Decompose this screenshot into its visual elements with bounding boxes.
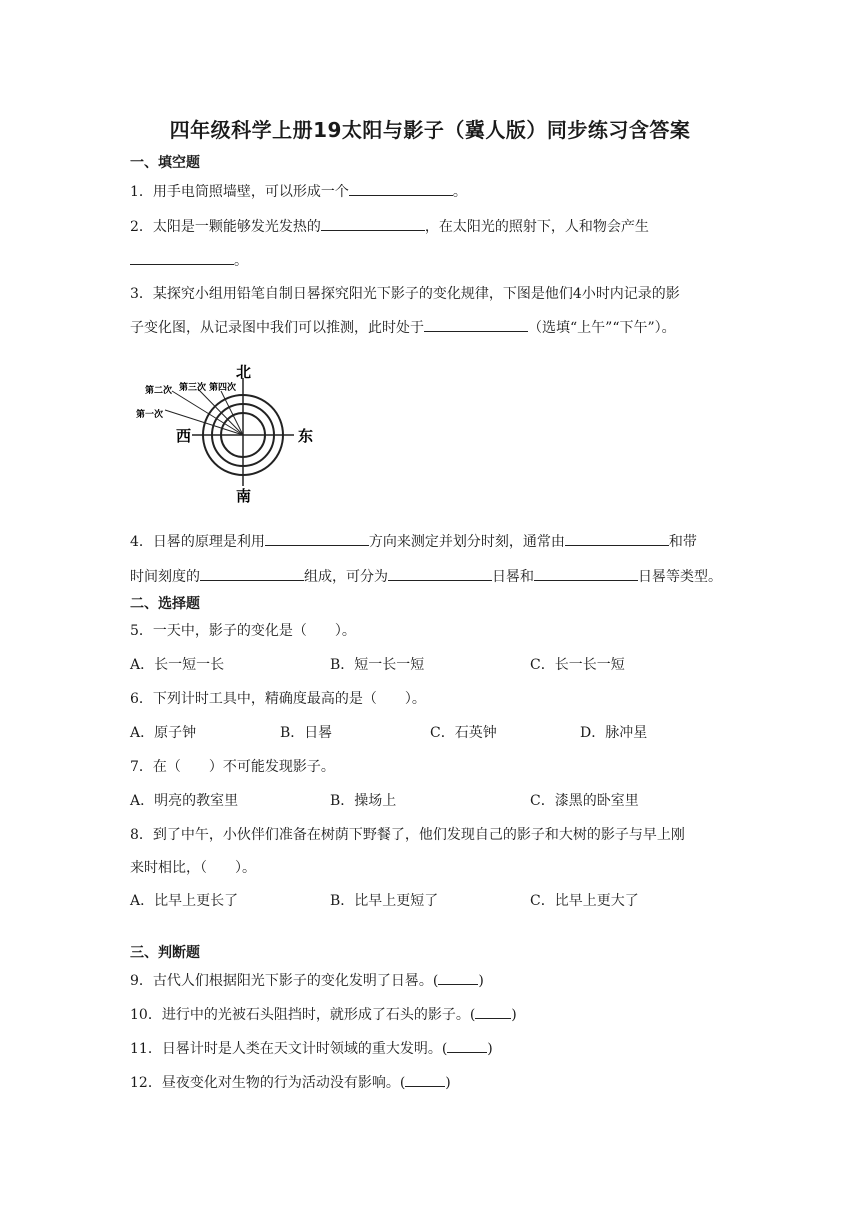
q10-text: 10．进行中的光被石头阻挡时，就形成了石头的影子。(: [130, 1007, 476, 1023]
question-6: 6．下列计时工具中，精确度最高的是（ ）。: [130, 691, 426, 707]
answer-blank[interactable]: [565, 530, 669, 546]
q11-text: 11．日晷计时是人类在天文计时领域的重大发明。(: [130, 1041, 448, 1057]
q7-option-b[interactable]: B．操场上: [330, 793, 397, 809]
q6-option-c[interactable]: C．石英钟: [430, 725, 497, 741]
q2-text: 2．太阳是一颗能够发光发热的: [130, 219, 321, 235]
question-11: [130, 1037, 493, 1058]
q5-option-c[interactable]: C．长一长一短: [530, 657, 625, 673]
north-label: 北: [236, 363, 252, 381]
q1-text: 1．用手电筒照墙壁，可以形成一个: [130, 184, 349, 200]
q2-text-end: 。: [234, 253, 248, 269]
sundial-diagram: [130, 358, 330, 508]
q6-option-d[interactable]: D．脉冲星: [580, 725, 648, 741]
q11-close: ): [487, 1041, 493, 1057]
section-heading-choice: 二、选择题: [130, 596, 200, 612]
q5-option-b[interactable]: B．短一长一短: [330, 657, 425, 673]
sundial-figure: [130, 358, 330, 508]
q8-option-c[interactable]: C．比早上更大了: [530, 893, 639, 909]
answer-blank[interactable]: [388, 565, 492, 581]
question-3: 3．某探究小组用铅笔自制日晷探究阳光下影子的变化规律，下图是他们4小时内记录的影: [130, 286, 680, 302]
q4-text-d: 时间刻度的: [130, 569, 200, 585]
answer-blank[interactable]: [265, 530, 369, 546]
answer-blank[interactable]: [475, 1003, 511, 1019]
q6-option-b[interactable]: B．日晷: [280, 725, 333, 741]
q4-text-a: 4．日晷的原理是利用: [130, 534, 265, 550]
q9-text: 9．古代人们根据阳光下影子的变化发明了日晷。(: [130, 973, 439, 989]
record-label-fourth: 第四次: [209, 383, 237, 393]
q10-close: ): [511, 1007, 517, 1023]
question-2-cont: [130, 249, 248, 270]
q1-text-end: 。: [452, 184, 467, 200]
answer-blank[interactable]: [349, 180, 453, 196]
west-label: 西: [176, 427, 192, 445]
question-4: [130, 530, 697, 551]
question-1: [130, 180, 467, 201]
q4-text-e: 组成，可分为: [304, 569, 388, 585]
q12-close: ): [445, 1075, 451, 1091]
question-10: [130, 1003, 517, 1024]
record-label-first: 第一次: [136, 410, 164, 420]
q12-text: 12．昼夜变化对生物的行为活动没有影响。(: [130, 1075, 406, 1091]
answer-blank[interactable]: [438, 969, 478, 985]
q6-option-a[interactable]: A．原子钟: [130, 725, 197, 741]
q7-option-c[interactable]: C．漆黑的卧室里: [530, 793, 639, 809]
q7-option-a[interactable]: A．明亮的教室里: [130, 793, 239, 809]
question-4-cont: [130, 565, 722, 586]
q8-option-b[interactable]: B．比早上更短了: [330, 893, 439, 909]
q3-text-end: （选填“上午”“下午”）。: [528, 320, 676, 336]
q2-text-mid: ，在太阳光的照射下，人和物会产生: [424, 219, 649, 235]
answer-blank[interactable]: [534, 565, 638, 581]
answer-blank[interactable]: [405, 1071, 445, 1087]
answer-blank[interactable]: [130, 249, 234, 265]
page-title: 四年级科学上册19太阳与影子（冀人版）同步练习含答案: [169, 118, 691, 142]
answer-blank[interactable]: [200, 565, 304, 581]
q5-option-a[interactable]: A．长一短一长: [130, 657, 225, 673]
section-heading-judge: 三、判断题: [130, 945, 200, 961]
answer-blank[interactable]: [321, 215, 425, 231]
question-2: [130, 215, 649, 236]
q8-option-a[interactable]: A．比早上更长了: [130, 893, 239, 909]
q4-text-b: 方向来测定并划分时刻，通常由: [368, 534, 565, 550]
answer-blank[interactable]: [447, 1037, 487, 1053]
section-heading-fill: 一、填空题: [130, 155, 200, 171]
q3-text: 子变化图，从记录图中我们可以推测，此时处于: [130, 320, 424, 336]
record-label-third: 第三次: [179, 383, 207, 393]
question-5: 5．一天中，影子的变化是（ ）。: [130, 623, 356, 639]
question-3-cont: [130, 316, 676, 337]
q4-text-c: 和带: [668, 534, 697, 550]
question-12: [130, 1071, 451, 1092]
question-7: 7．在（ ）不可能发现影子。: [130, 759, 335, 775]
record-label-second: 第二次: [145, 386, 173, 396]
q9-close: ): [478, 973, 484, 989]
east-label: 东: [298, 427, 314, 445]
answer-blank[interactable]: [424, 316, 528, 332]
q4-text-f: 日晷和: [492, 569, 534, 585]
question-8: 8．到了中午，小伙伴们准备在树荫下野餐了，他们发现自己的影子和大树的影子与早上刚: [130, 827, 685, 843]
south-label: 南: [236, 487, 252, 505]
question-8-cont: 来时相比，（ ）。: [130, 860, 256, 876]
q4-text-g: 日晷等类型。: [638, 569, 722, 585]
question-9: [130, 969, 484, 990]
